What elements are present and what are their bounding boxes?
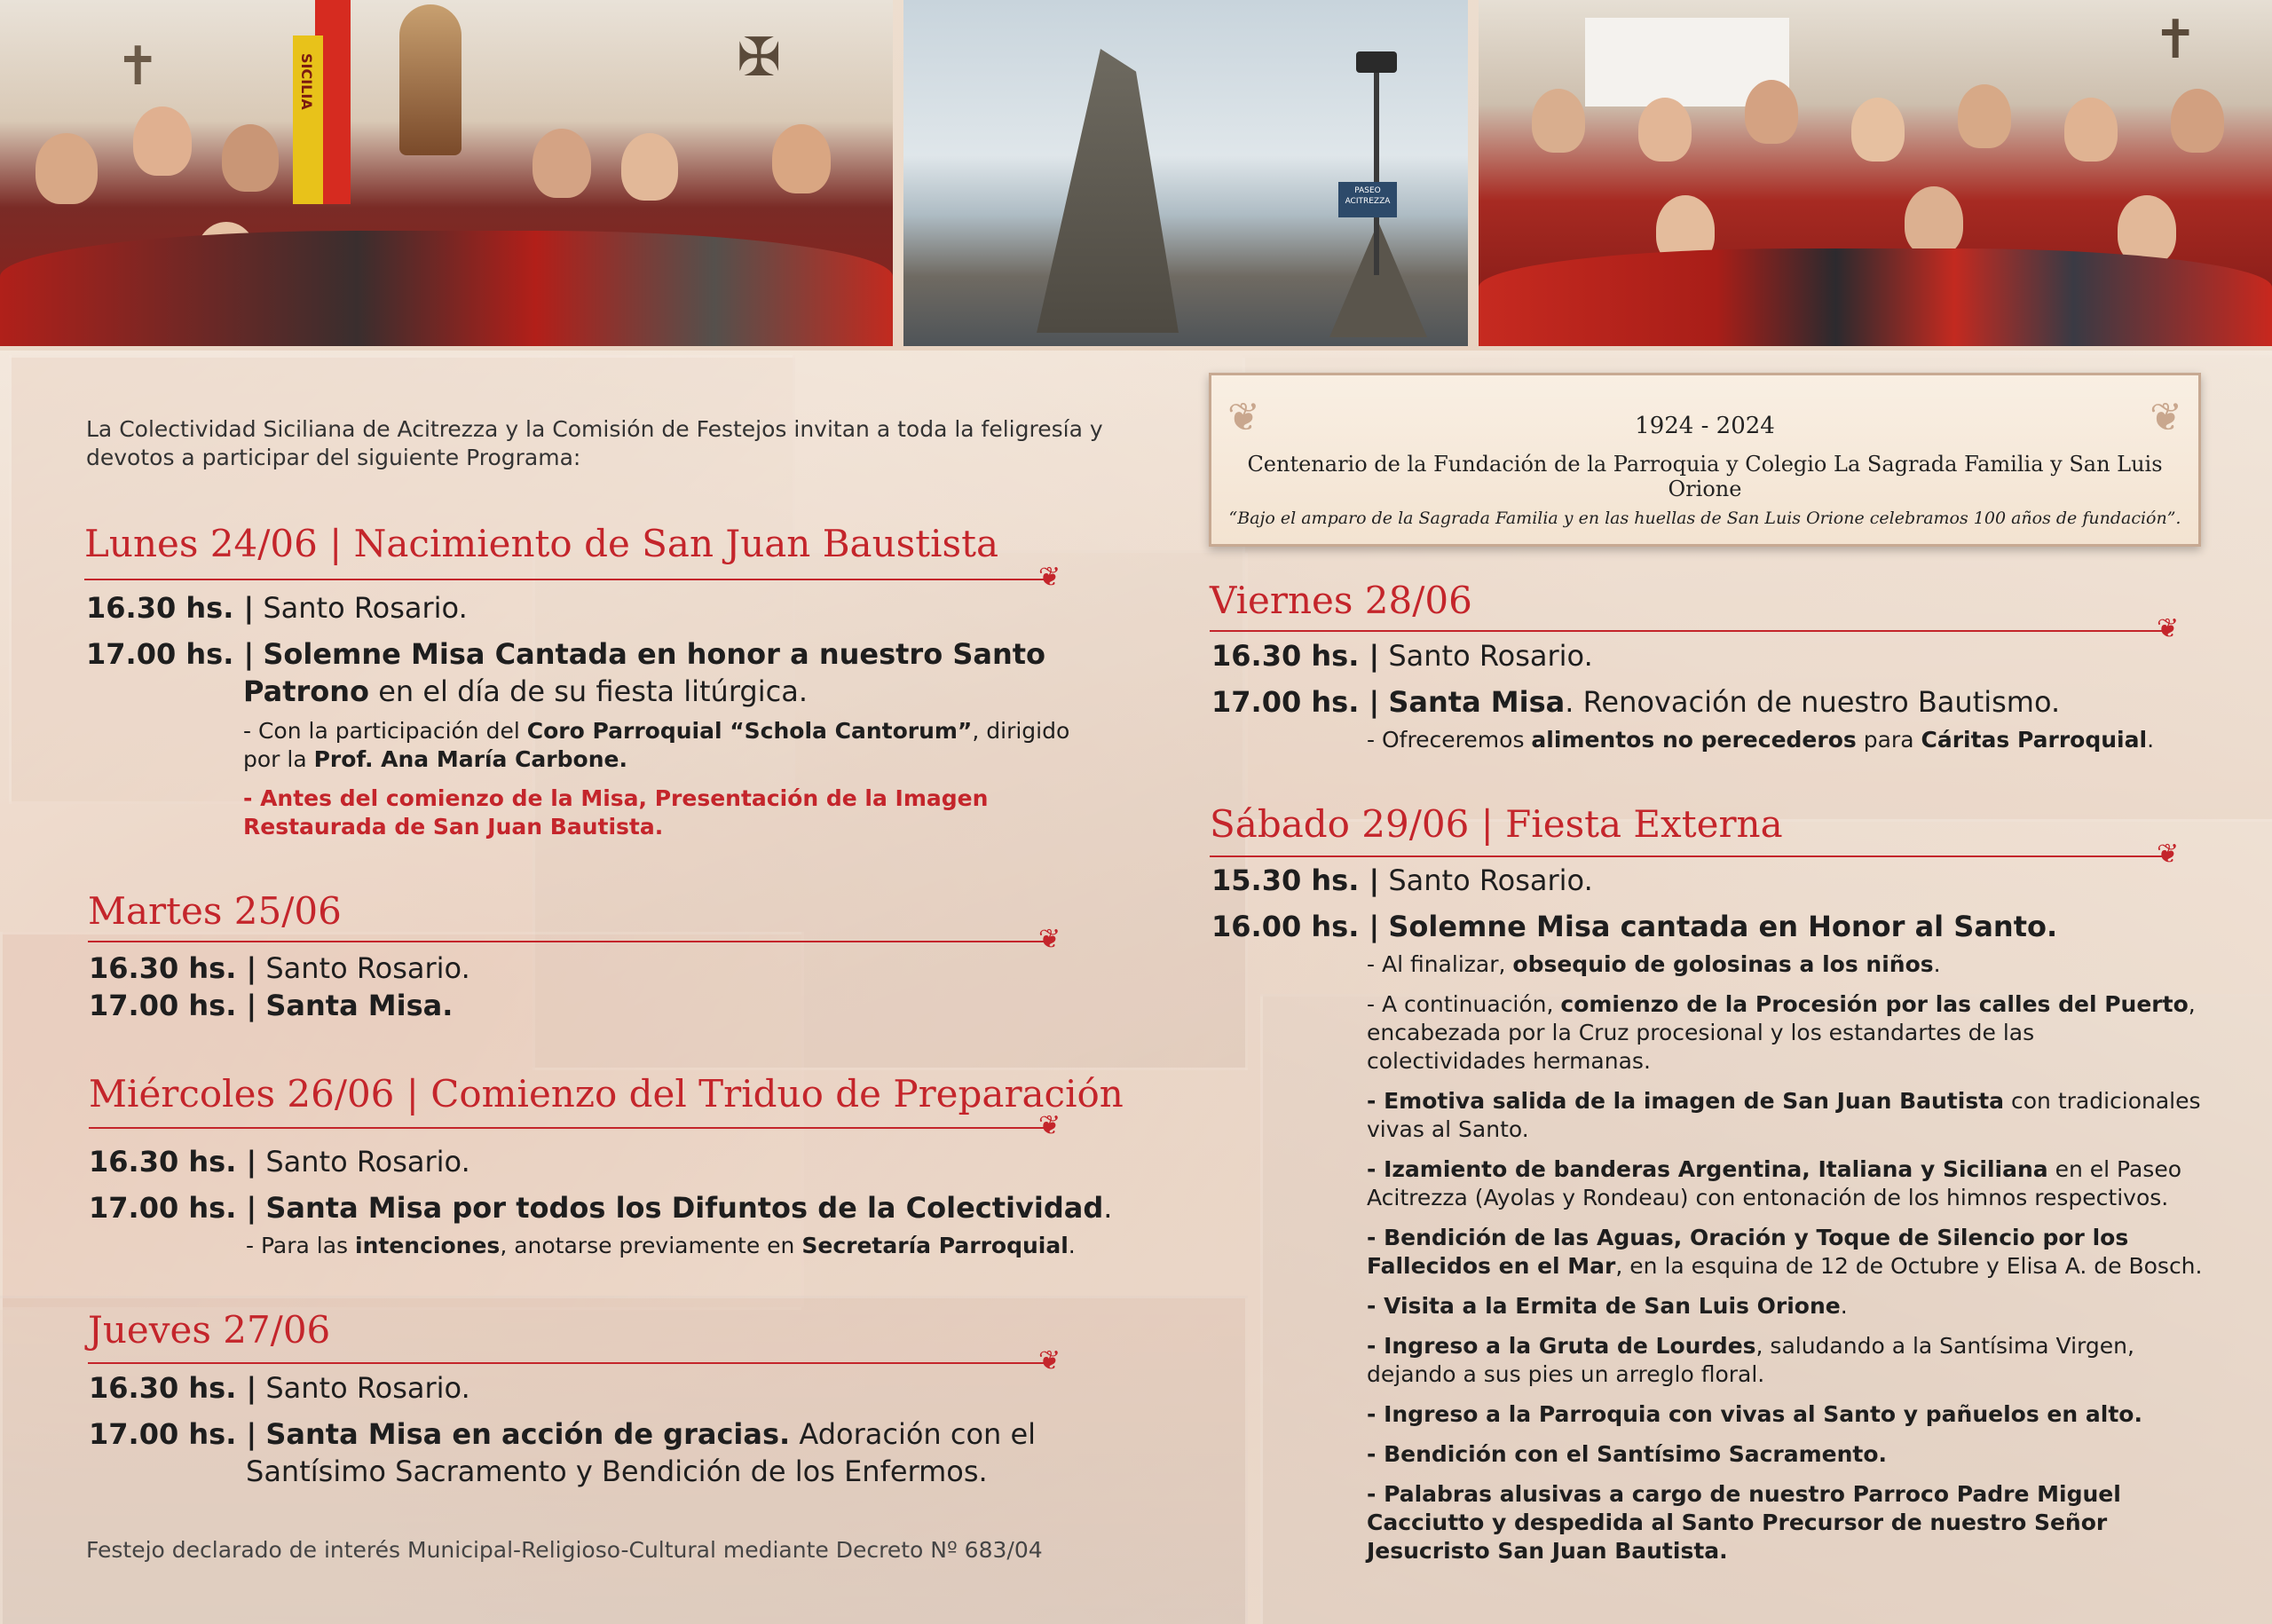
person — [1532, 89, 1585, 153]
centenary-quote: “Bajo el amparo de la Sagrada Familia y en las huellas de San Luis Orione celebramos 100 años de fundación”. — [1228, 508, 2181, 528]
sabado-item-cont: encabezada por la Cruz procesional y los estandartes de las — [1367, 1020, 2035, 1045]
ornament-icon: ❦ — [1038, 1345, 1061, 1376]
person — [2171, 89, 2224, 153]
intro-text: La Colectividad Siciliana de Acitrezza y la Comisión de Festejos invitan a toda la feligresía y devotos a participar del siguiente Programa: — [86, 416, 1103, 470]
photo-group-elders — [0, 0, 893, 346]
lamp-head — [1356, 51, 1397, 73]
heading-jueves: Jueves 27/06 — [88, 1308, 331, 1352]
schedule-row: 16.30 hs. | Santo Rosario. — [1211, 639, 1593, 673]
cross-icon: ✠ — [737, 27, 782, 89]
heading-rule — [89, 1127, 1052, 1129]
schedule-row: 17.00 hs. | Santa Misa. — [89, 989, 454, 1022]
person — [1638, 98, 1692, 162]
sabado-item: - Palabras alusivas a cargo de nuestro Parroco Padre Miguel — [1367, 1481, 2121, 1507]
ornament-icon: ❦ — [1038, 562, 1061, 593]
schedule-row: 16.30 hs. | Santo Rosario. — [89, 951, 470, 985]
ornament-icon: ❦ — [1038, 924, 1061, 955]
sabado-item: - Al finalizar, obsequio de golosinas a los niños. — [1367, 951, 1941, 977]
clothing — [1479, 248, 2272, 346]
sabado-item-cont: Acitrezza (Ayolas y Rondeau) con entonación de los himnos respectivos. — [1367, 1185, 2169, 1210]
photo-group-community — [1479, 0, 2272, 346]
ornament-icon: ❦ — [1227, 395, 1260, 440]
schedule-row: 17.00 hs. | Santa Misa. Renovación de nuestro Bautismo. — [1211, 685, 2061, 719]
saint-statue — [399, 4, 462, 155]
sabado-item-cont: vivas al Santo. — [1367, 1116, 1529, 1142]
schedule-note: - Con la participación del Coro Parroquial “Schola Cantorum”, dirigido — [243, 718, 1070, 744]
heading-martes: Martes 25/06 — [88, 889, 342, 933]
schedule-row-cont: Santísimo Sacramento y Bendición de los Enfermos. — [246, 1455, 988, 1488]
ornament-icon: ❦ — [2150, 395, 2182, 440]
schedule-row: 17.00 hs. | Santa Misa en acción de gracias. Adoración con el — [89, 1417, 1037, 1451]
street-sign — [1338, 182, 1397, 217]
person — [222, 124, 279, 192]
heading-rule — [88, 1362, 1052, 1364]
schedule-row: 17.00 hs. | Solemne Misa Cantada en honor a nuestro Santo — [86, 637, 1046, 671]
centenary-title: Centenario de la Fundación de la Parroquia y Colegio La Sagrada Familia y San Luis Orione — [1247, 452, 2163, 501]
person — [1851, 98, 1905, 162]
heading-miercoles: Miércoles 26/06 | Comienzo del Triduo de Preparación — [89, 1072, 1124, 1116]
ornament-icon: ❦ — [1038, 1110, 1061, 1141]
heading-rule — [88, 941, 1052, 942]
schedule-row-cont: Patrono en el día de su fiesta litúrgica. — [243, 674, 808, 708]
centenary-years: 1924 - 2024 — [1635, 413, 1775, 439]
person — [36, 133, 98, 204]
heading-rule — [1210, 630, 2170, 632]
schedule-note: - Para las intenciones, anotarse previamente en Secretaría Parroquial. — [246, 1233, 1076, 1258]
person — [1905, 186, 1963, 256]
cross-icon: ✝ — [2153, 9, 2198, 71]
cross-icon: ✝ — [115, 35, 161, 98]
sabado-item-cont: Cacciutto y despedida al Santo Precursor de nuestro Señor — [1367, 1510, 2108, 1535]
sign-line1: PASEO — [1354, 186, 1381, 195]
sabado-item: - Bendición con el Santísimo Sacramento. — [1367, 1441, 1888, 1467]
heading-rule — [1210, 855, 2170, 857]
heading-rule — [84, 579, 1052, 580]
photo-monument — [903, 0, 1468, 346]
sabado-item: - Emotiva salida de la imagen de San Juan Bautista con tradicionales — [1367, 1088, 2201, 1114]
clothing — [0, 231, 893, 346]
ornament-icon: ❦ — [2157, 839, 2180, 870]
schedule-row: 16.30 hs. | Santo Rosario. — [86, 591, 468, 625]
sabado-item: - Ingreso a la Gruta de Lourdes, saludando a la Santísima Virgen, — [1367, 1333, 2134, 1359]
person — [621, 133, 678, 201]
person — [772, 124, 831, 193]
sabado-item-cont: Fallecidos en el Mar, en la esquina de 12 de Octubre y Elisa A. de Bosch. — [1367, 1253, 2203, 1279]
schedule-note-highlight: - Antes del comienzo de la Misa, Presentación de la Imagen — [243, 785, 989, 811]
sabado-item: - Visita a la Ermita de San Luis Orione. — [1367, 1293, 1848, 1319]
schedule-row: 15.30 hs. | Santo Rosario. — [1211, 863, 1593, 897]
schedule-row: 16.30 hs. | Santo Rosario. — [89, 1371, 470, 1405]
person — [1958, 84, 2011, 148]
footer-decree: Festejo declarado de interés Municipal-Religioso-Cultural mediante Decreto Nº 683/04 — [86, 1537, 1043, 1563]
rock-monument — [1037, 49, 1179, 333]
person — [1745, 80, 1798, 144]
lamp-post — [1374, 53, 1379, 275]
sabado-item-cont: dejando a sus pies un arreglo floral. — [1367, 1361, 1765, 1387]
person — [532, 129, 591, 198]
schedule-row: 17.00 hs. | Santa Misa por todos los Difuntos de la Colectividad. — [89, 1191, 1113, 1225]
heading-sabado: Sábado 29/06 | Fiesta Externa — [1210, 802, 1783, 846]
sabado-item: - A continuación, comienzo de la Procesión por las calles del Puerto, — [1367, 991, 2196, 1017]
centenary-box — [1209, 373, 2201, 547]
schedule-row: 16.00 hs. | Solemne Misa cantada en Honor al Santo. — [1211, 910, 2058, 943]
schedule-note: - Ofreceremos alimentos no perecederos para Cáritas Parroquial. — [1367, 727, 2155, 753]
ornament-icon: ❦ — [2157, 613, 2180, 644]
schedule-note-highlight: Restaurada de San Juan Bautista. — [243, 814, 664, 840]
heading-viernes: Viernes 28/06 — [1210, 579, 1472, 622]
person — [133, 106, 192, 176]
banner-text: SICILIA — [298, 53, 315, 110]
heading-lunes: Lunes 24/06 | Nacimiento de San Juan Baustista — [84, 522, 998, 565]
schedule-note-cont: por la Prof. Ana María Carbone. — [243, 746, 627, 772]
sabado-item: - Izamiento de banderas Argentina, Italiana y Siciliana en el Paseo — [1367, 1156, 2181, 1182]
sabado-item-cont: colectividades hermanas. — [1367, 1048, 1651, 1074]
sabado-item: - Ingreso a la Parroquia con vivas al Santo y pañuelos en alto. — [1367, 1401, 2142, 1427]
sabado-item: - Bendición de las Aguas, Oración y Toque de Silencio por los — [1367, 1225, 2129, 1250]
person — [2064, 98, 2118, 162]
schedule-row: 16.30 hs. | Santo Rosario. — [89, 1145, 470, 1179]
sign-line2: ACITREZZA — [1345, 197, 1391, 206]
sabado-item-cont: Jesucristo San Juan Bautista. — [1367, 1538, 1728, 1564]
